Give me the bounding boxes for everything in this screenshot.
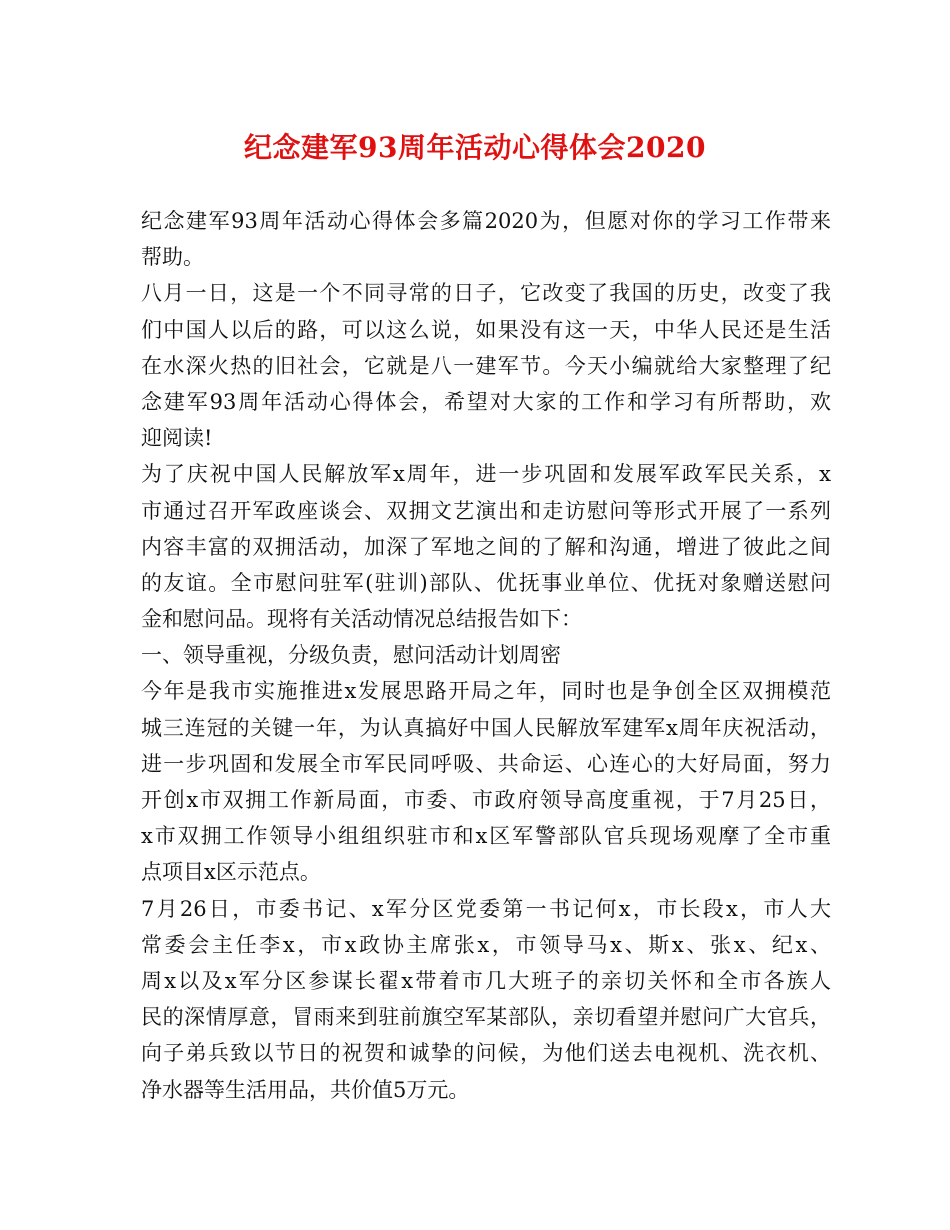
text-line: 常委会主任李x，市x政协主席张x，市领导马x、斯x、张x、纪x、 (141, 932, 831, 957)
text-line: 的友谊。全市慰问驻军(驻训)部队、优抚事业单位、优抚对象赠送慰问 (141, 570, 831, 595)
paragraph (141, 673, 831, 890)
text-line: 金和慰问品。现将有关活动情况总结报告如下： (141, 607, 582, 632)
section-heading (141, 637, 831, 673)
text-line: 城三连冠的关键一年，为认真搞好中国人民解放军建军x周年庆祝活动， (141, 715, 831, 740)
text-line: 周x以及x军分区参谋长翟x带着市几大班子的亲切关怀和全市各族人 (141, 968, 831, 993)
text-line: 帮助。 (141, 245, 204, 270)
paragraph (141, 456, 831, 637)
text-line: 市通过召开军政座谈会、双拥文艺演出和走访慰问等形式开展了一系列 (141, 498, 831, 523)
paragraph (141, 203, 831, 275)
text-line: 点项目x区示范点。 (141, 860, 321, 885)
text-line: x市双拥工作领导小组组织驻市和x区军警部队官兵现场观摩了全市重 (141, 824, 831, 849)
paragraph (141, 891, 831, 1108)
text-line: 为了庆祝中国人民解放军x周年，进一步巩固和发展军政军民关系，x (141, 462, 831, 487)
text-line: 净水器等生活用品，共价值5万元。 (141, 1077, 470, 1102)
text-line: 八月一日，这是一个不同寻常的日子，它改变了我国的历史，改变了我 (141, 281, 831, 306)
text-line: 纪念建军93周年活动心得体会多篇2020为，但愿对你的学习工作带来 (141, 209, 831, 233)
text-line: 民的深情厚意，冒雨来到驻前旗空军某部队，亲切看望并慰问广大官兵， (141, 1005, 831, 1030)
text-line: 向子弟兵致以节日的祝贺和诚挚的问候，为他们送去电视机、洗衣机、 (141, 1041, 831, 1066)
text-line: 在水深火热的旧社会，它就是八一建军节。今天小编就给大家整理了纪 (141, 353, 831, 378)
text-line: 7月26日，市委书记、x军分区党委第一书记何x，市长段x，市人大 (141, 896, 831, 921)
text-line: 一、领导重视，分级负责，慰问活动计划周密 (141, 643, 561, 668)
document-title: 纪念建军93周年活动心得体会2020 (244, 131, 706, 164)
text-line: 内容丰富的双拥活动，加深了军地之间的了解和沟通，增进了彼此之间 (141, 534, 831, 559)
text-line: 开创x市双拥工作新局面，市委、市政府领导高度重视，于7月25日， (141, 788, 831, 812)
text-line: 今年是我市实施推进x发展思路开局之年，同时也是争创全区双拥模范 (141, 679, 831, 704)
text-line: 迎阅读! (141, 426, 213, 451)
text-line: 们中国人以后的路，可以这么说，如果没有这一天，中华人民还是生活 (141, 317, 831, 342)
paragraph (141, 275, 831, 456)
text-line: 念建军93周年活动心得体会，希望对大家的工作和学习有所帮助，欢 (141, 389, 831, 414)
text-line: 进一步巩固和发展全市军民同呼吸、共命运、心连心的大好局面，努力 (141, 751, 831, 776)
document-body (141, 203, 831, 1108)
